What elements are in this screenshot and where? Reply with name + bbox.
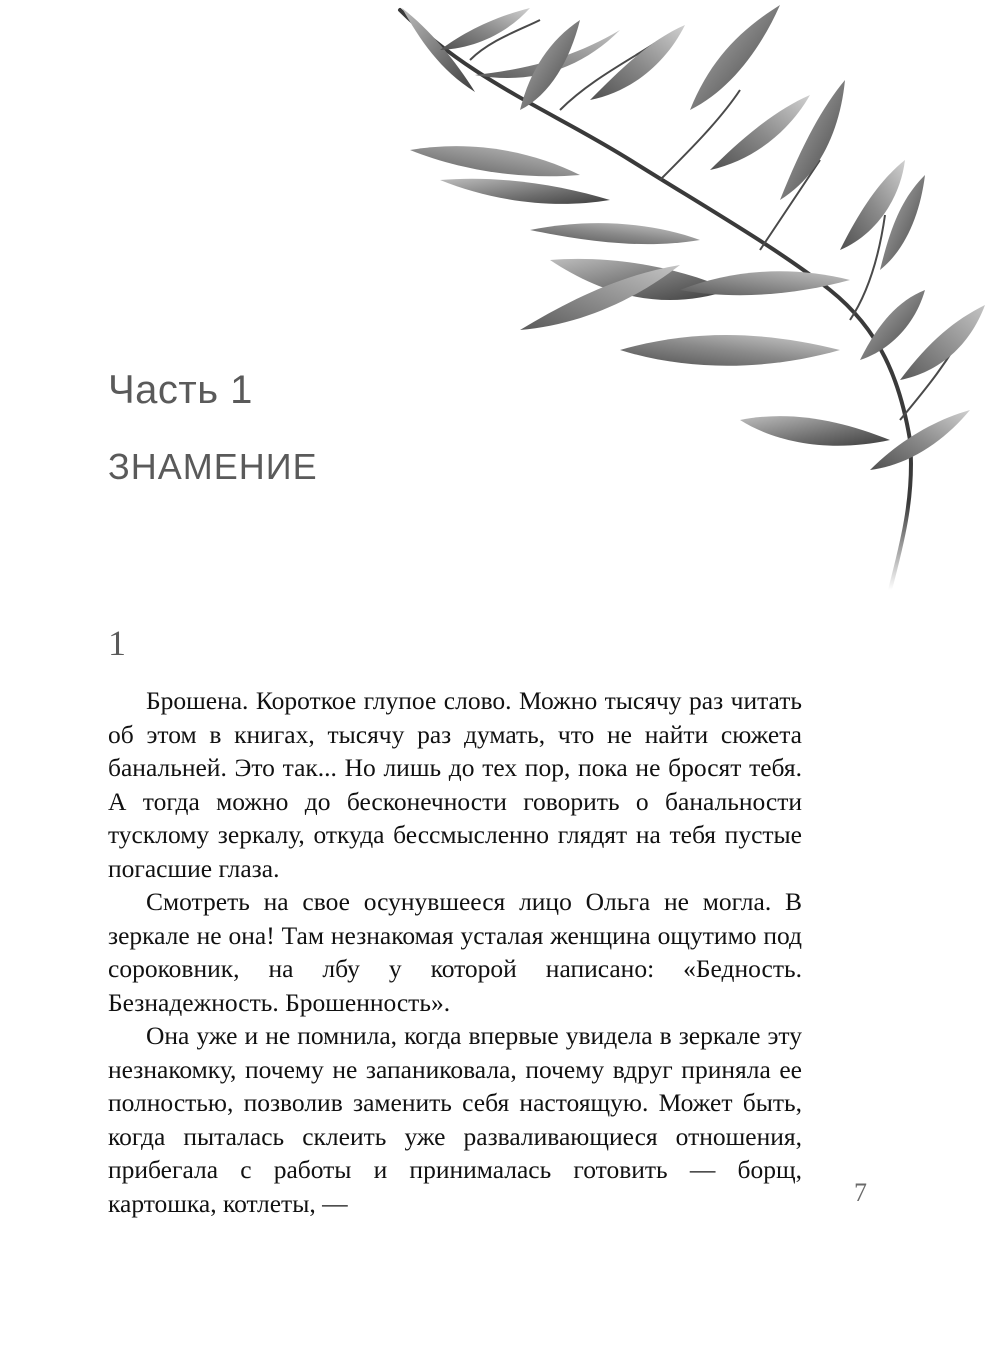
leaf-branch-illustration [380,0,1000,600]
part-title: Часть 1 [108,368,253,412]
page-number: 7 [854,1178,867,1207]
part-subtitle: ЗНАМЕНИЕ [108,446,318,487]
body-text [108,684,802,1220]
paragraph: Смотреть на свое осунувшееся лицо Ольга не могла. В зеркале не она! Там незнакомая усталая женщина ощутимо под сороковник, на лбу у которой написано: «Бедность. Безнадежность. Брошенность». [108,887,802,1017]
paragraph: Брошена. Короткое глупое слово. Можно тысячу раз читать об этом в книгах, тысячу раз думать, что не найти сюжета банальней. Это так... Но лишь до тех пор, пока не бросят тебя. А тогда можно до бесконечности говорить о банальности тусклому зеркалу, откуда бессмысленно глядят на тебя пустые погасшие глаза. [108,686,802,883]
paragraph: Она уже и не помнила, когда впервые увидела в зеркале эту незнакомку, почему не запаниковала, почему вдруг приняла ее полностью, позволив заменить себя настоящую. Может быть, когда пыталась склеить уже разваливающиеся отношения, прибегала с работы и принималась готовить — борщ, картошка, котлеты, — [108,1021,802,1218]
chapter-number: 1 [108,623,126,663]
